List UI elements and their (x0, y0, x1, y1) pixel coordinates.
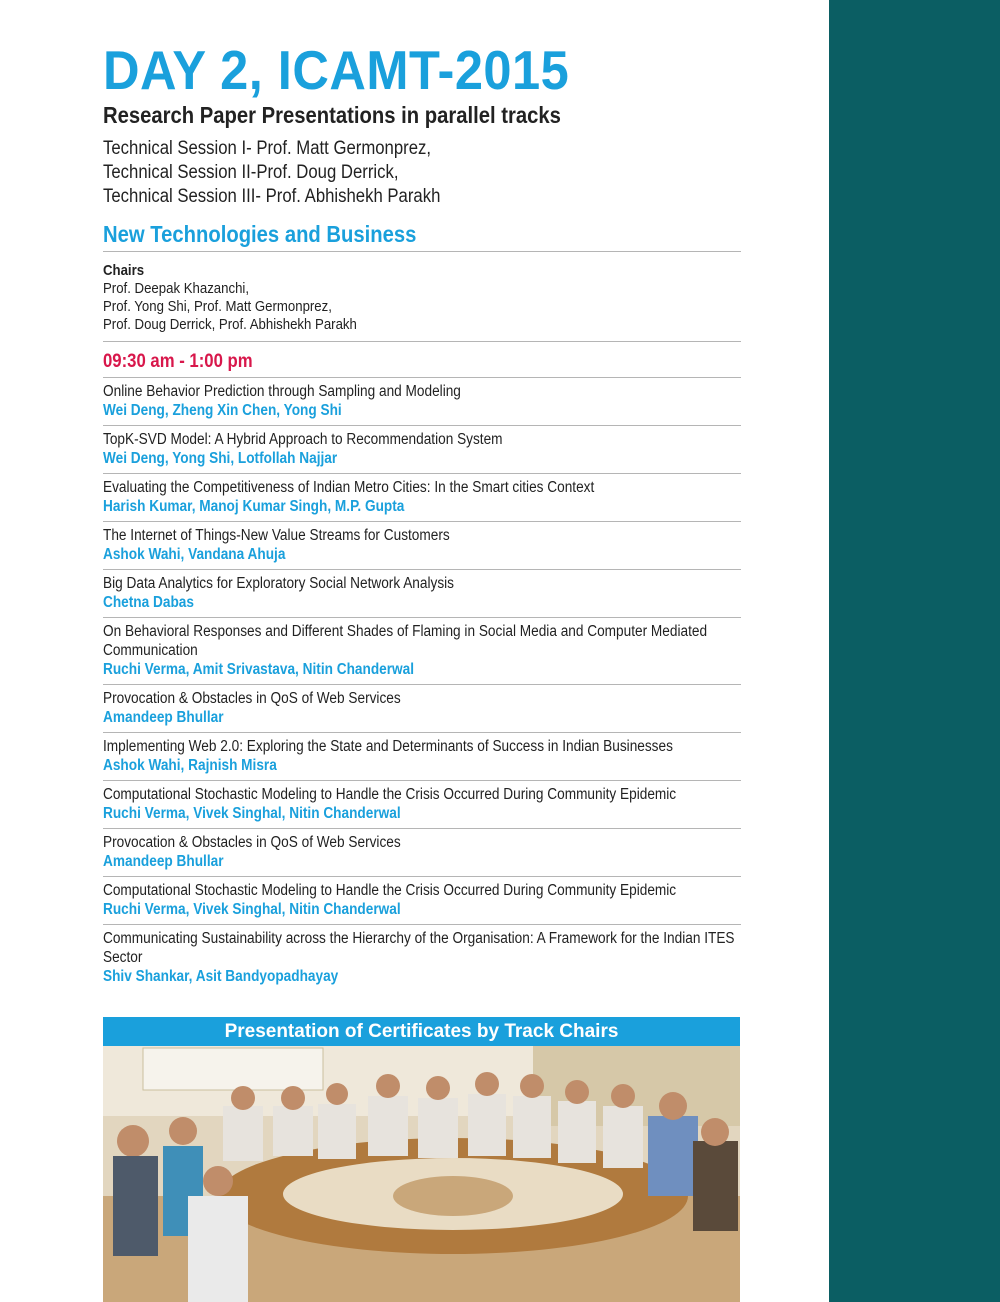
technical-sessions (103, 137, 440, 209)
page-subtitle: Research Paper Presentations in parallel tracks (103, 102, 561, 128)
chairs-block (103, 262, 357, 334)
paper-authors: Wei Deng, Yong Shi, Lotfollah Najjar (103, 450, 338, 467)
paper-authors: Ashok Wahi, Vandana Ahuja (103, 546, 286, 563)
paper-title: Provocation & Obstacles in QoS of Web Services (103, 690, 401, 707)
paper-item (103, 732, 741, 780)
chairs-label: Chairs (103, 262, 145, 279)
paper-item (103, 684, 741, 732)
paper-title: Online Behavior Prediction through Sampling and Modeling (103, 383, 461, 400)
paper-item (103, 425, 741, 473)
paper-title: Evaluating the Competitiveness of Indian Metro Cities: In the Smart cities Context (103, 479, 595, 496)
chairs-line: Prof. Yong Shi, Prof. Matt Germonprez, (103, 298, 332, 315)
paper-title: The Internet of Things-New Value Streams for Customers (103, 527, 450, 544)
paper-title: Big Data Analytics for Exploratory Social Network Analysis (103, 575, 455, 592)
chairs-line: Prof. Deepak Khazanchi, (103, 280, 250, 297)
paper-item (103, 377, 741, 425)
paper-item (103, 828, 741, 876)
sidebar-band (829, 0, 1000, 1302)
paper-title: Computational Stochastic Modeling to Handle the Crisis Occurred During Community Epidemic (103, 786, 677, 803)
page-title: DAY 2, ICAMT-2015 (103, 39, 570, 101)
paper-authors: Wei Deng, Zheng Xin Chen, Yong Shi (103, 402, 342, 419)
session-time: 09:30 am - 1:00 pm (103, 351, 253, 372)
banner-label: Presentation of Certificates by Track Chairs (224, 1021, 619, 1042)
paper-authors: Shiv Shankar, Asit Bandyopadhayay (103, 968, 339, 985)
session-line: Technical Session I- Prof. Matt Germonprez, (103, 138, 432, 159)
paper-list (103, 377, 741, 991)
paper-authors: Chetna Dabas (103, 594, 194, 611)
paper-title: On Behavioral Responses and Different Shades of Flaming in Social Media and Computer Mediated Communication (103, 623, 708, 659)
paper-item (103, 780, 741, 828)
paper-authors: Ruchi Verma, Amit Srivastava, Nitin Chanderwal (103, 661, 415, 678)
paper-authors: Ashok Wahi, Rajnish Misra (103, 757, 277, 774)
paper-authors: Harish Kumar, Manoj Kumar Singh, M.P. Gupta (103, 498, 405, 515)
paper-title: TopK-SVD Model: A Hybrid Approach to Recommendation System (103, 431, 503, 448)
session-line: Technical Session III- Prof. Abhishekh Parakh (103, 186, 441, 207)
paper-authors: Amandeep Bhullar (103, 853, 224, 870)
paper-item (103, 617, 741, 684)
chairs-line: Prof. Doug Derrick, Prof. Abhishekh Parakh (103, 316, 357, 333)
divider (103, 251, 741, 252)
paper-item (103, 521, 741, 569)
group-photo-illustration (103, 1046, 740, 1302)
paper-authors: Ruchi Verma, Vivek Singhal, Nitin Chanderwal (103, 805, 401, 822)
paper-item (103, 473, 741, 521)
paper-title: Provocation & Obstacles in QoS of Web Services (103, 834, 401, 851)
group-photo (103, 1046, 740, 1302)
section-heading: New Technologies and Business (103, 221, 417, 247)
paper-title: Communicating Sustainability across the Hierarchy of the Organisation: A Framework for the Indian ITES Sector (103, 930, 735, 966)
session-line: Technical Session II-Prof. Doug Derrick, (103, 162, 399, 183)
divider (103, 341, 741, 342)
paper-authors: Amandeep Bhullar (103, 709, 224, 726)
paper-title: Computational Stochastic Modeling to Handle the Crisis Occurred During Community Epidemic (103, 882, 677, 899)
paper-item (103, 876, 741, 924)
paper-item (103, 569, 741, 617)
paper-authors: Ruchi Verma, Vivek Singhal, Nitin Chanderwal (103, 901, 401, 918)
paper-title: Implementing Web 2.0: Exploring the State and Determinants of Success in Indian Businesses (103, 738, 673, 755)
certificates-banner (103, 1017, 740, 1046)
paper-item (103, 924, 741, 991)
